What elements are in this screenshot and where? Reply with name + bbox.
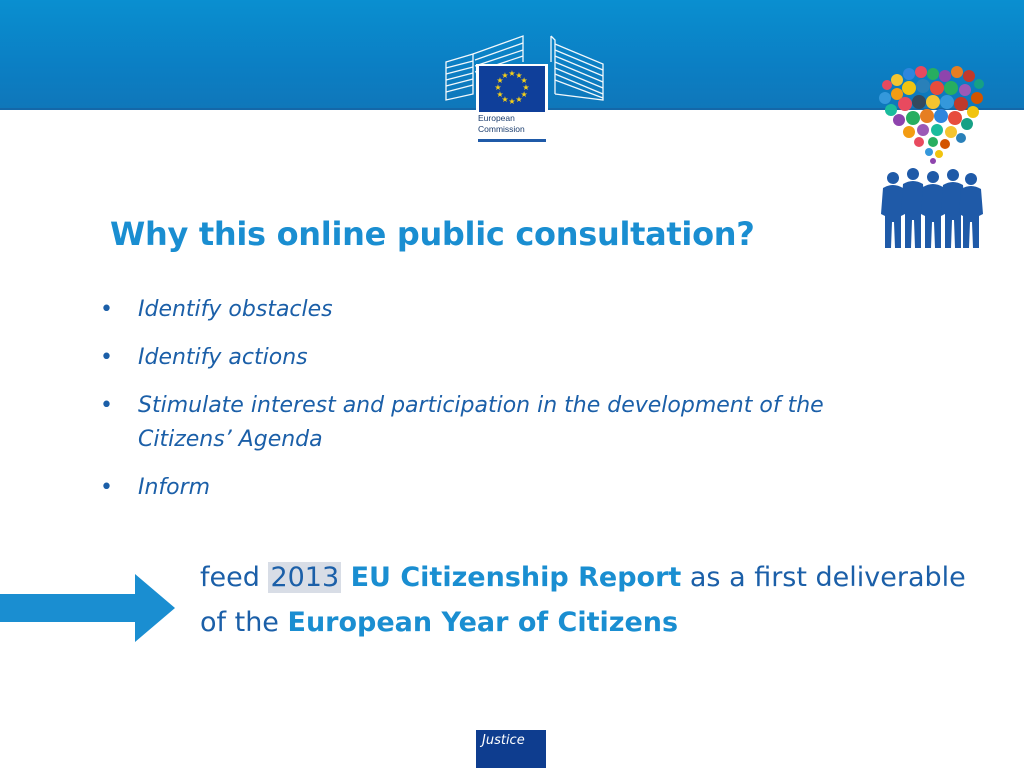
svg-text:★: ★ <box>496 76 504 85</box>
conclusion-year-name: European Year of Citizens <box>287 607 679 638</box>
bullet-text: Identify obstacles <box>138 297 333 322</box>
conclusion-year: 2013 <box>270 562 340 593</box>
right-arrow-icon <box>0 574 175 642</box>
ec-logo-line-2: Commission <box>478 124 525 134</box>
bullet-icon: • <box>100 345 113 370</box>
ec-logo-text <box>478 113 558 135</box>
svg-text:★: ★ <box>522 83 530 92</box>
conclusion-part-2: as a first deliverable of the <box>200 562 966 638</box>
people-silhouettes <box>881 168 983 248</box>
svg-text:★: ★ <box>496 90 504 99</box>
svg-text:★: ★ <box>501 70 509 80</box>
bullet-text: Inform <box>138 475 211 500</box>
bullet-list <box>100 293 880 519</box>
bullet-item <box>100 471 880 505</box>
svg-text:★: ★ <box>508 69 516 78</box>
ec-logo-underline <box>478 139 546 142</box>
bullet-icon: • <box>100 297 113 322</box>
svg-text:★: ★ <box>515 70 523 80</box>
svg-text:★: ★ <box>494 83 502 92</box>
svg-text:★: ★ <box>520 76 528 85</box>
conclusion-part-1: feed <box>200 562 269 593</box>
conclusion-text <box>200 555 1000 645</box>
bullet-item <box>100 389 880 457</box>
footer-justice-label: Justice <box>482 733 525 748</box>
citizens-speech-bubble-icon <box>875 62 990 252</box>
svg-text:★: ★ <box>520 90 528 99</box>
bullet-icon: • <box>100 475 113 500</box>
bullet-text: Identify actions <box>138 345 308 370</box>
svg-text:★: ★ <box>515 95 523 105</box>
bullet-icon: • <box>100 393 113 418</box>
ec-logo-line-1: European <box>478 113 515 123</box>
svg-text:★: ★ <box>501 95 509 105</box>
slide-title: Why this online public consultation? <box>110 215 755 253</box>
bullet-item <box>100 341 880 375</box>
conclusion-report-name: EU Citizenship Report <box>341 562 682 593</box>
svg-text:★: ★ <box>508 97 516 106</box>
bullet-item <box>100 293 880 327</box>
bullet-text: Stimulate interest and participation in the development of the Citizens’ Agenda <box>138 393 824 452</box>
speech-bubble-dots <box>879 66 984 164</box>
